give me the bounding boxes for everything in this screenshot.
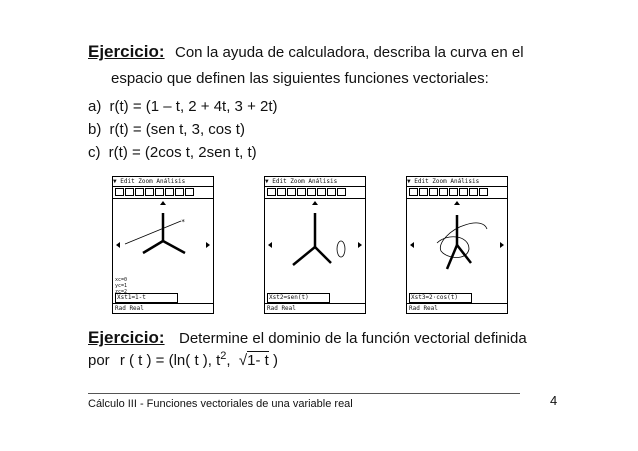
formula-start: r ( t ) = (ln( t ), t <box>119 352 221 369</box>
calc-entry-line[interactable]: Xst1=1-t <box>115 293 178 303</box>
calc-status-bar: Rad Real <box>113 303 214 313</box>
calc-entry-line[interactable]: Xst3=2·cos(t) <box>409 293 472 303</box>
exercise2 <box>88 328 527 348</box>
formula-por: por <box>88 352 110 369</box>
exercise1-item-b <box>88 121 245 138</box>
page-number: 4 <box>550 393 558 408</box>
calc-plot-c <box>407 199 507 291</box>
exercise1-heading: Ejercicio: <box>88 42 165 61</box>
calc-toolbar <box>407 187 508 199</box>
item-label: c) <box>88 144 101 161</box>
calc-menu-label: Edit Zoom Análisis <box>272 178 338 185</box>
exercise1-intro-line2: espacio que definen las siguientes funciones vectoriales: <box>111 70 489 87</box>
exercise1 <box>88 42 524 62</box>
calc-menu-label: Edit Zoom Análisis <box>414 178 480 185</box>
calc-status-bar: Rad Real <box>407 303 508 313</box>
exercise2-formula <box>88 350 278 369</box>
item-label: a) <box>88 98 102 115</box>
calc-status-bar: Rad Real <box>265 303 366 313</box>
calculator-screen-b <box>264 176 366 314</box>
calculator-screen-c <box>406 176 508 314</box>
exercise1-item-c <box>88 144 257 161</box>
item-formula: r(t) = (1 – t, 2 + 4t, 3 + 2t) <box>109 98 278 115</box>
coord-line: zc=2 <box>115 289 128 295</box>
calc-menu-bar: ▼ Edit Zoom Análisis <box>407 177 507 187</box>
svg-text:*: * <box>181 218 186 226</box>
formula-mid: , <box>226 352 239 369</box>
exercise2-heading: Ejercicio: <box>88 328 165 347</box>
coord-line: xc=0 <box>115 277 128 283</box>
calc-menu-bar: ▼ Edit Zoom Análisis <box>113 177 213 187</box>
calc-toolbar <box>265 187 366 199</box>
exercise1-item-a <box>88 98 278 115</box>
footer-text: Cálculo III - Funciones vectoriales de una variable real <box>88 398 353 410</box>
item-formula: r(t) = (2cos t, 2sen t, t) <box>108 144 257 161</box>
calc-menu-bar: ▼ Edit Zoom Análisis <box>265 177 365 187</box>
coord-line: yc=1 <box>115 283 128 289</box>
exercise2-text: Determine el dominio de la función vectorial definida <box>179 330 527 347</box>
formula-exponent: 2 <box>220 350 227 362</box>
item-formula: r(t) = (sen t, 3, cos t) <box>109 121 245 138</box>
formula-end: ) <box>268 352 279 369</box>
calc-toolbar <box>113 187 214 199</box>
formula-radicand: 1- t <box>247 352 269 369</box>
calc-plot-b <box>265 199 365 291</box>
calc-menu-label: Edit Zoom Análisis <box>120 178 186 185</box>
item-label: b) <box>88 121 102 138</box>
calc-entry-line[interactable]: Xst2=sen(t) <box>267 293 330 303</box>
footer-divider <box>88 393 520 394</box>
exercise1-intro-line1: Con la ayuda de calculadora, describa la curva en el <box>175 44 524 61</box>
calculator-screen-a <box>112 176 214 314</box>
sqrt-symbol: √ <box>238 352 248 369</box>
